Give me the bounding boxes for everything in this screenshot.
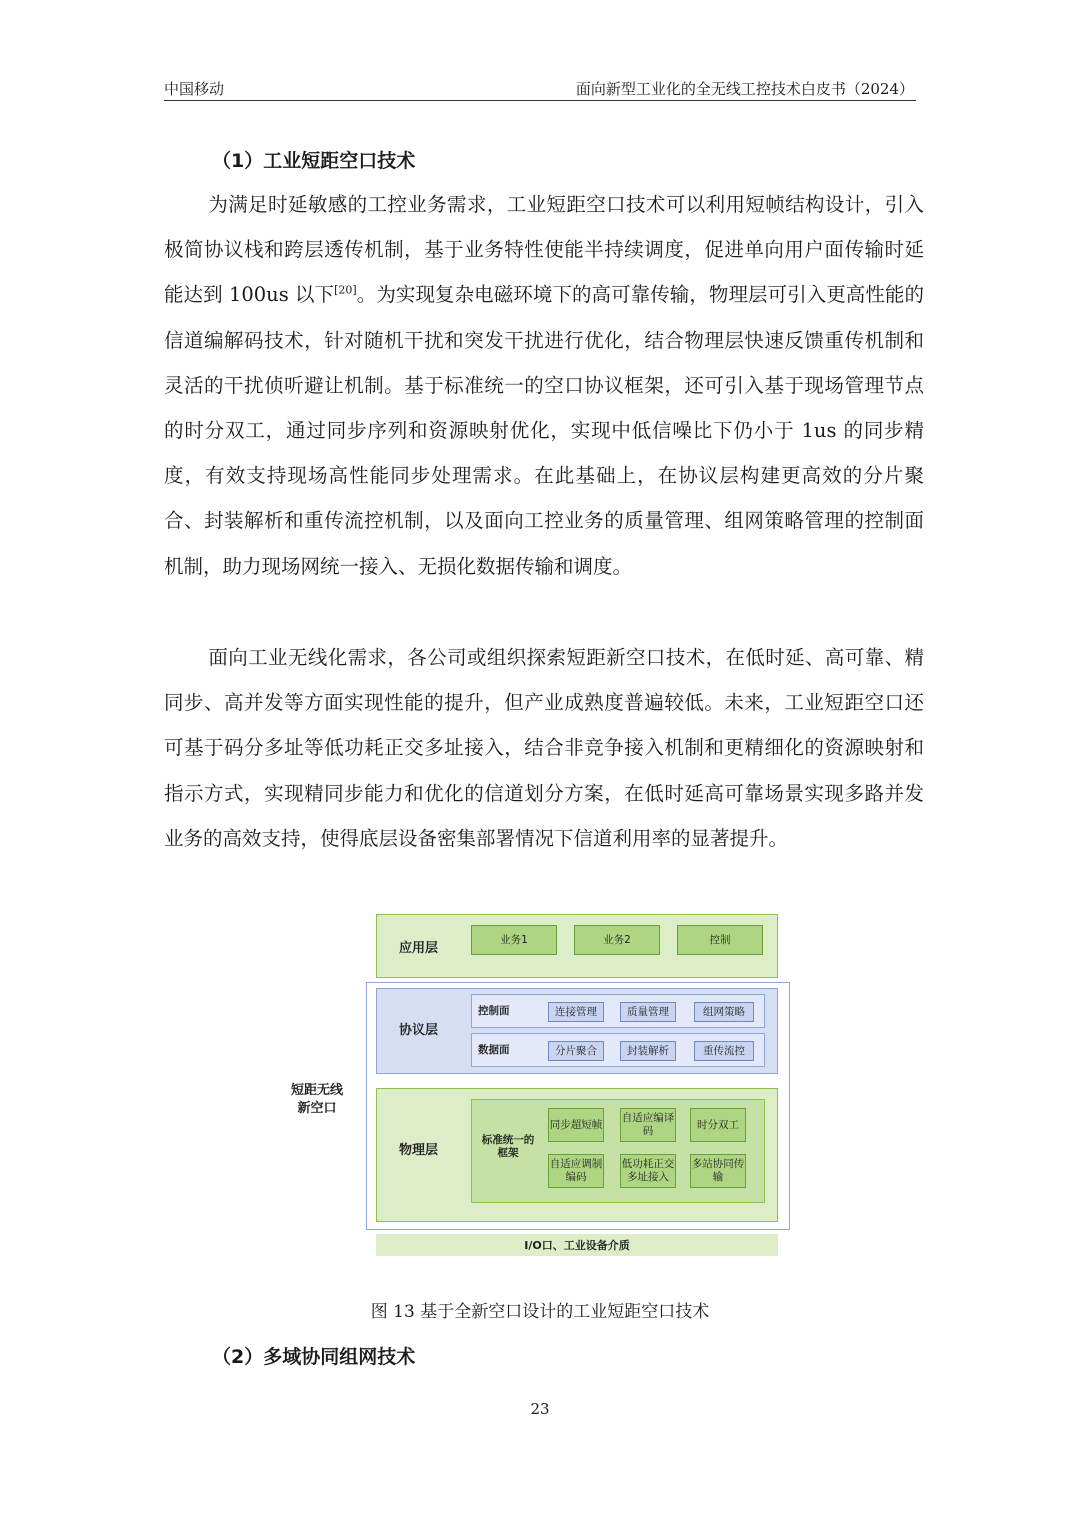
app-item-3: 控制 xyxy=(677,925,763,955)
protocol-layer-box xyxy=(376,988,778,1074)
data-plane-label: 数据面 xyxy=(478,1044,510,1056)
header-org: 中国移动 xyxy=(164,80,225,98)
io-bar: I/O口、工业设备介质 xyxy=(376,1234,778,1256)
framework-label: 标准统一的框架 xyxy=(481,1134,535,1159)
architecture-diagram xyxy=(282,912,782,1262)
physical-layer-label: 物理层 xyxy=(399,1143,439,1158)
data-item-1: 分片聚合 xyxy=(548,1041,604,1061)
app-item-1: 业务1 xyxy=(471,925,557,955)
short-range-label: 短距无线 新空口 xyxy=(290,1083,343,1116)
phy-item-3: 时分双工 xyxy=(690,1108,746,1142)
control-item-2: 质量管理 xyxy=(620,1002,676,1022)
control-plane-row xyxy=(471,994,765,1028)
protocol-layer-label: 协议层 xyxy=(399,1023,439,1038)
control-plane-label: 控制面 xyxy=(478,1005,510,1017)
phy-item-1: 同步超短帧 xyxy=(548,1108,604,1142)
phy-item-4: 自适应调制编码 xyxy=(548,1154,604,1188)
paragraph-1-text-a: 为满足时延敏感的工控业务需求，工业短距空口技术可以利用短帧结构设计，引入极简协议栈和跨层透传机制，基于业务特性使能半持续调度，促进单向用户面传输时延能达到 100us 以下 xyxy=(164,193,924,307)
physical-framework-box xyxy=(471,1099,765,1203)
control-item-1: 连接管理 xyxy=(548,1002,604,1022)
figure-caption: 图 13 基于全新空口设计的工业短距空口技术 xyxy=(370,1302,710,1322)
control-item-3: 组网策略 xyxy=(694,1002,754,1022)
phy-item-5: 低功耗正交多址接入 xyxy=(620,1154,676,1188)
app-layer-box xyxy=(376,914,778,978)
data-item-2: 封装解析 xyxy=(620,1041,676,1061)
phy-item-2: 自适应编译码 xyxy=(620,1108,676,1142)
data-plane-row xyxy=(471,1033,765,1067)
app-layer-label: 应用层 xyxy=(399,941,439,956)
citation-ref: [20] xyxy=(334,283,357,297)
section-1-title: （1）工业短距空口技术 xyxy=(212,150,416,172)
paragraph-1 xyxy=(164,182,924,589)
paragraph-2 xyxy=(164,635,924,861)
phy-item-6: 多站协同传输 xyxy=(690,1154,746,1188)
paragraph-1-text-b: 。为实现复杂电磁环境下的高可靠传输，物理层可引入更高性能的信道编解码技术，针对随机干扰和突发干扰进行优化，结合物理层快速反馈重传机制和灵活的干扰侦听避让机制。基于标准统一的空口协议框架，还可引入基于现场管理节点的时分双工，通过同步序列和资源映射优化，实现中低信噪比下仍小于 1us 的同步精度，有效支持现场高性能同步处理需求。在此基础上，在协议层构建更高效的分片聚合、封装解析和重传流控机制，以及面向工控业务的质量管理、组网策略管理的控制面机制，助力现场网统一接入、无损化数据传输和调度。 xyxy=(164,283,924,578)
page-header xyxy=(164,76,916,101)
paragraph-2-text: 面向工业无线化需求，各公司或组织探索短距新空口技术，在低时延、高可靠、精同步、高并发等方面实现性能的提升，但产业成熟度普遍较低。未来，工业短距空口还可基于码分多址等低功耗正交多址接入，结合非竞争接入机制和更精细化的资源映射和指示方式，实现精同步能力和优化的信道划分方案，在低时延高可靠场景实现多路并发业务的高效支持，使得底层设备密集部署情况下信道利用率的显著提升。 xyxy=(164,646,924,850)
physical-layer-box xyxy=(376,1088,778,1222)
header-doc-title: 面向新型工业化的全无线工控技术白皮书（2024） xyxy=(575,80,914,98)
data-item-3: 重传流控 xyxy=(694,1041,754,1061)
app-item-2: 业务2 xyxy=(574,925,660,955)
page-number: 23 xyxy=(530,1400,550,1418)
section-2-title: （2）多域协同组网技术 xyxy=(212,1346,416,1368)
